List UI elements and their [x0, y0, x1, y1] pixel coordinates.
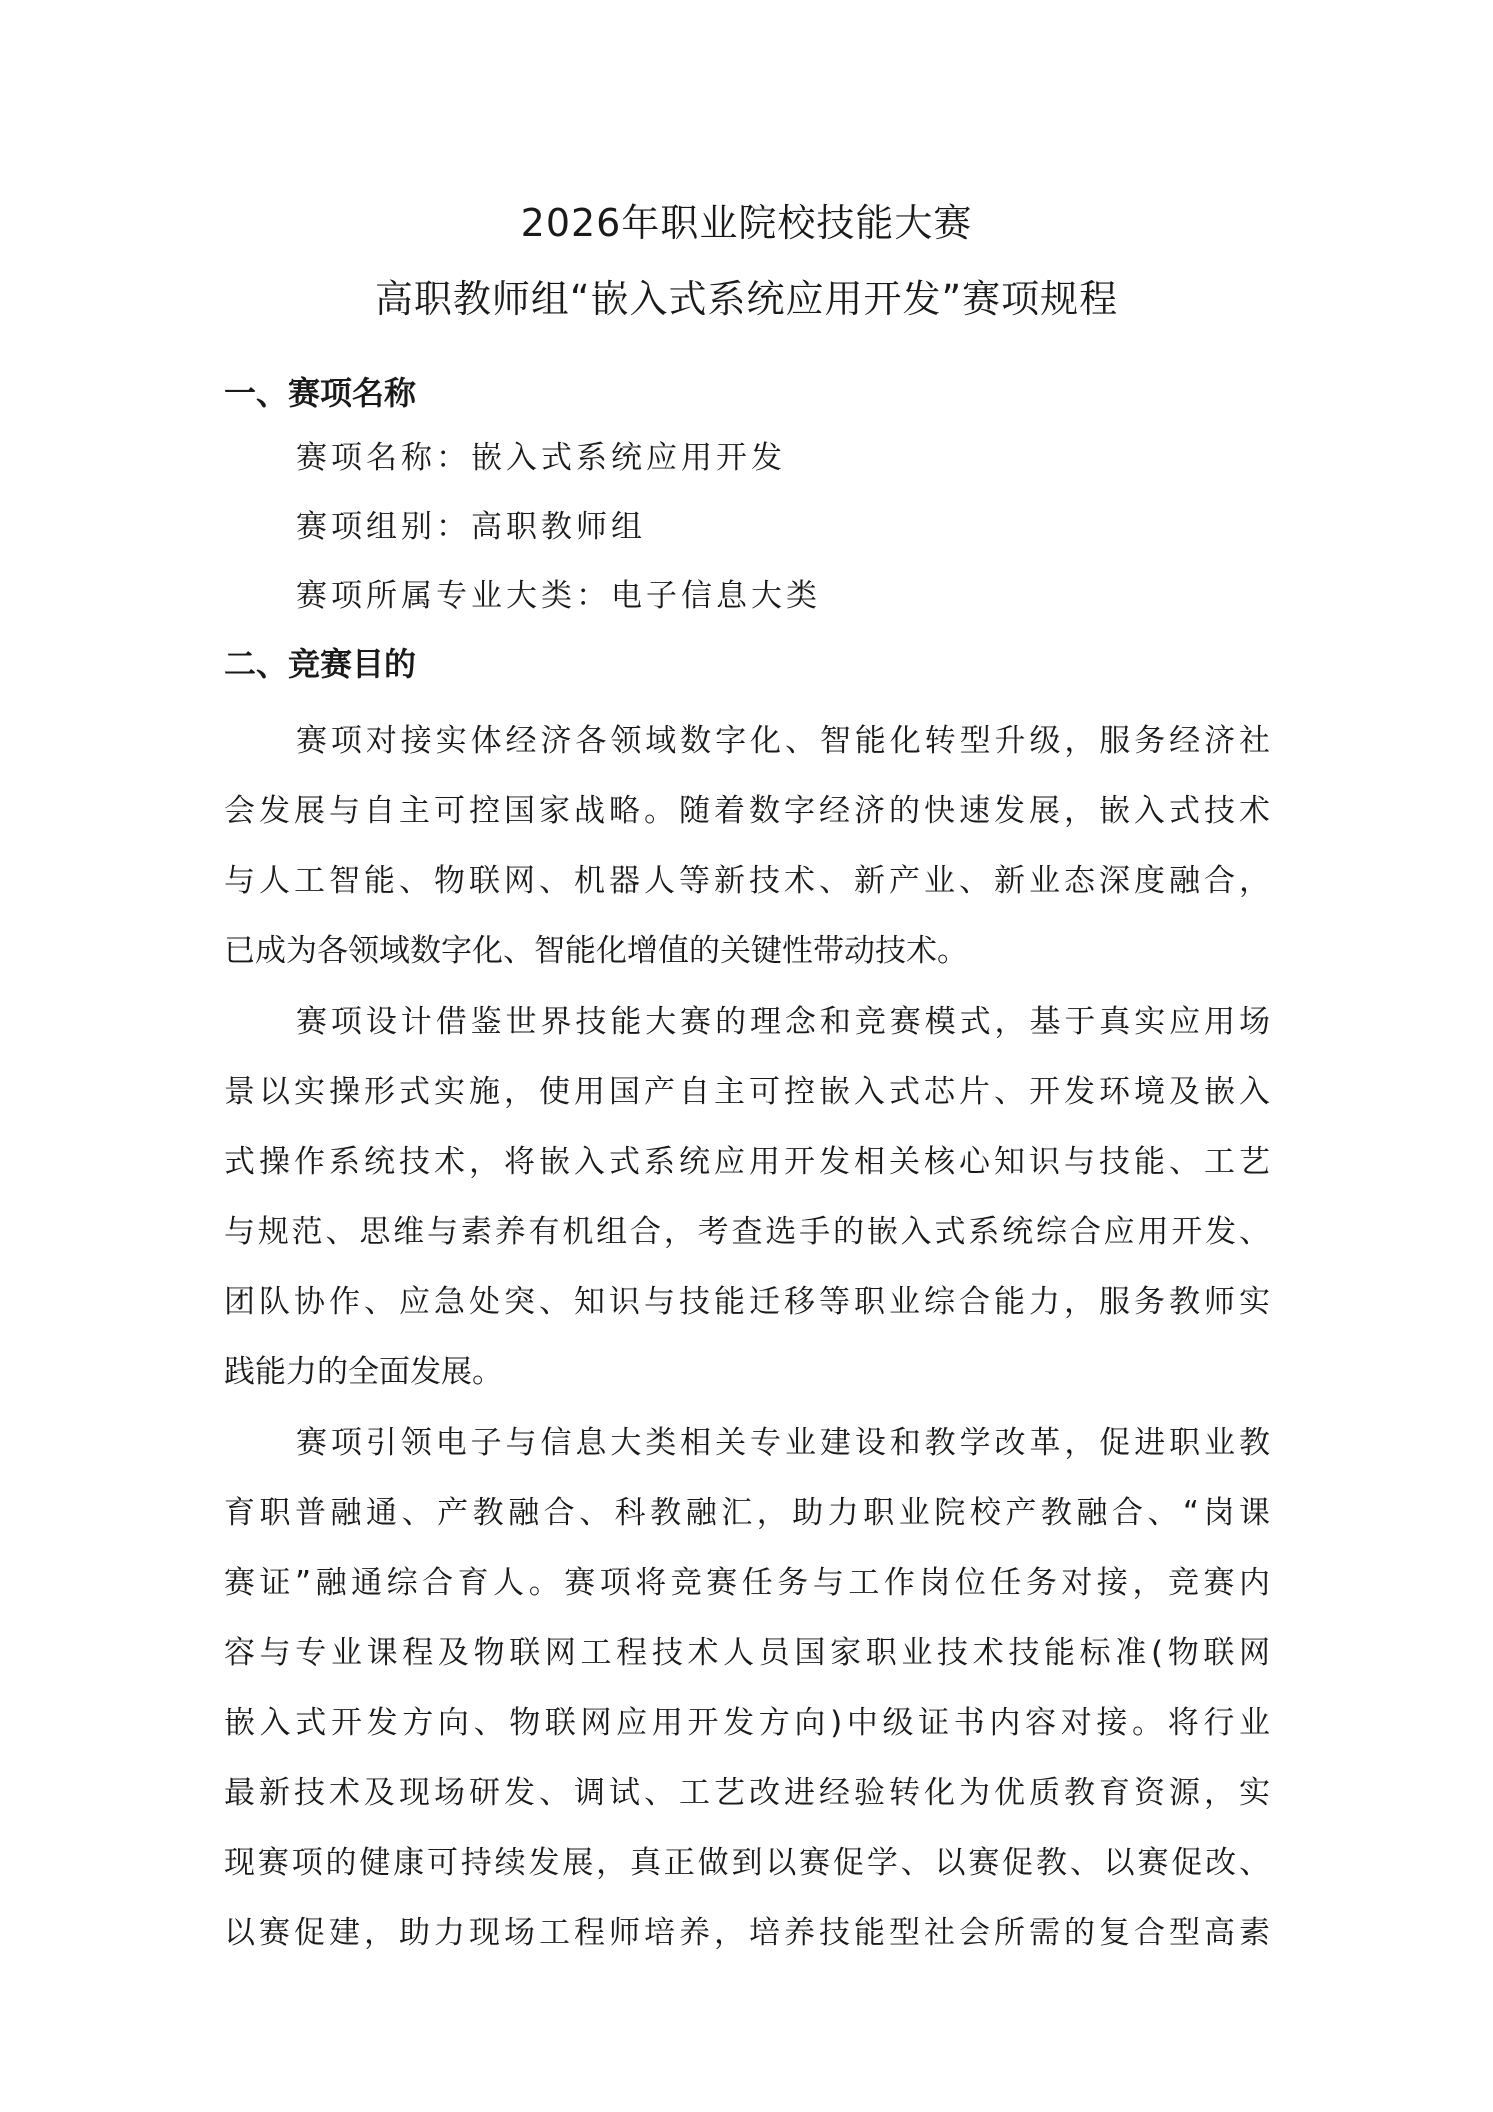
section-heading-purpose: 二、竞赛目的 — [224, 645, 417, 683]
paragraph-line: 会发展与自主可控国家战略。随着数字经济的快速发展，嵌入式技术 — [224, 793, 1270, 829]
paragraph-line: 赛项对接实体经济各领域数字化、智能化转型升级，服务经济社 — [296, 723, 1270, 759]
field-event-name: 赛项名称：嵌入式系统应用开发 — [296, 440, 786, 476]
paragraph-line: 团队协作、应急处突、知识与技能迁移等职业综合能力，服务教师实 — [224, 1284, 1270, 1320]
paragraph-line: 赛项引领电子与信息大类相关专业建设和教学改革，促进职业教 — [296, 1425, 1270, 1461]
paragraph-line: 已成为各领域数字化、智能化增值的关键性带动技术。 — [224, 933, 968, 969]
document-title-line1: 2026年职业院校技能大赛 — [520, 201, 973, 245]
document-title-line2: 高职教师组“嵌入式系统应用开发”赛项规程 — [374, 277, 1119, 321]
section-heading-event-name: 一、赛项名称 — [224, 374, 417, 412]
paragraph-line: 现赛项的健康可持续发展，真正做到以赛促学、以赛促教、以赛促改、 — [224, 1845, 1270, 1881]
paragraph-line: 最新技术及现场研发、调试、工艺改进经验转化为优质教育资源，实 — [224, 1775, 1270, 1811]
paragraph-line: 赛证”融通综合育人。赛项将竞赛任务与工作岗位任务对接，竞赛内 — [224, 1565, 1270, 1601]
paragraph-line: 景以实操形式实施，使用国产自主可控嵌入式芯片、开发环境及嵌入 — [224, 1074, 1270, 1110]
paragraph-line: 育职普融通、产教融合、科教融汇，助力职业院校产教融合、“岗课 — [224, 1495, 1270, 1531]
field-event-category: 赛项所属专业大类：电子信息大类 — [296, 578, 821, 614]
paragraph-line: 践能力的全面发展。 — [224, 1354, 503, 1390]
paragraph-line: 与规范、思维与素养有机组合，考查选手的嵌入式系统综合应用开发、 — [224, 1214, 1270, 1250]
paragraph-line: 赛项设计借鉴世界技能大赛的理念和竞赛模式，基于真实应用场 — [296, 1004, 1270, 1040]
paragraph-line: 嵌入式开发方向、物联网应用开发方向)中级证书内容对接。将行业 — [224, 1705, 1270, 1741]
paragraph-line: 容与专业课程及物联网工程技术人员国家职业技术技能标准(物联网 — [224, 1635, 1270, 1671]
paragraph-line: 以赛促建，助力现场工程师培养，培养技能型社会所需的复合型高素 — [224, 1915, 1270, 1951]
paragraph-line: 式操作系统技术，将嵌入式系统应用开发相关核心知识与技能、工艺 — [224, 1144, 1270, 1180]
field-event-group: 赛项组别：高职教师组 — [296, 509, 646, 545]
paragraph-line: 与人工智能、物联网、机器人等新技术、新产业、新业态深度融合， — [224, 863, 1270, 899]
